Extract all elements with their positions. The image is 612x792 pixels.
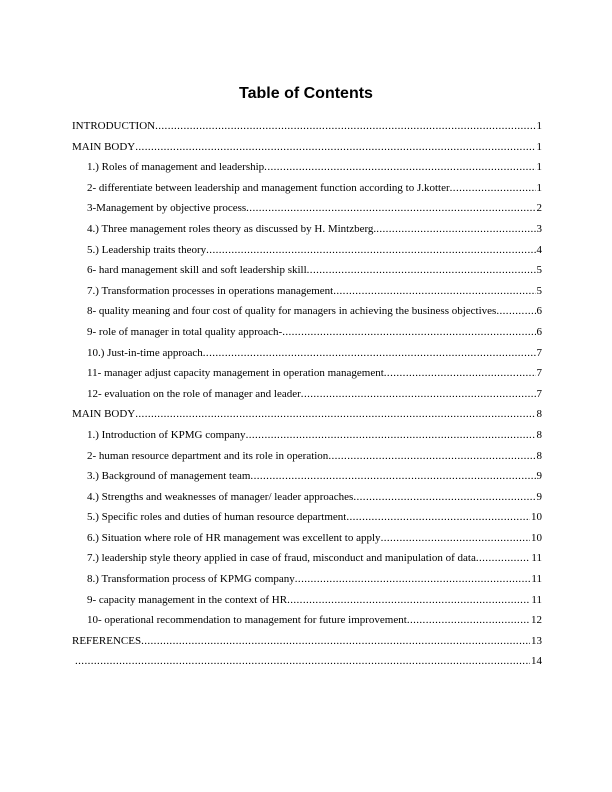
toc-entry-label: 1.) Roles of management and leadership [87, 161, 265, 174]
toc-entry-label: 5.) Leadership traits theory [87, 243, 207, 256]
toc-entry-label: 10- operational recommendation to management for future improvement [87, 614, 407, 627]
toc-page-number: 8 [536, 449, 542, 462]
toc-dot-leader [496, 301, 535, 322]
toc-entry-label: 7.) Transformation processes in operations management [87, 284, 334, 297]
toc-entry-label: INTRODUCTION [72, 120, 156, 132]
toc-entry-label: 6.) Situation where role of HR management was excellent to apply [87, 531, 381, 544]
toc-page-number: 11 [531, 593, 542, 606]
toc-page-number: 1 [536, 120, 542, 132]
toc-page-number: 5 [536, 284, 542, 297]
toc-entry[interactable] [72, 178, 542, 199]
toc-entry[interactable] [72, 569, 542, 590]
toc-page-number: 10 [531, 531, 542, 544]
toc-entry[interactable] [72, 281, 542, 302]
toc-dot-leader [75, 651, 530, 672]
toc-entry-label: 5.) Specific roles and duties of human resource department [87, 511, 347, 524]
toc-dot-leader [353, 487, 535, 508]
toc-page-number: 5 [536, 264, 542, 277]
toc-page-number: 1 [536, 181, 542, 194]
toc-page-number: 11 [531, 552, 542, 565]
toc-page-number: 4 [536, 243, 542, 256]
toc-dot-leader [376, 219, 535, 240]
toc-entry[interactable] [72, 528, 542, 549]
toc-dot-leader [407, 610, 530, 631]
toc-dot-leader [301, 384, 536, 405]
toc-entry[interactable] [72, 507, 542, 528]
toc-dot-leader [384, 363, 536, 384]
toc-entry-label: 4.) Three management roles theory as discussed by H. Mintzberg. [87, 222, 377, 235]
toc-page-number: 7 [536, 367, 542, 380]
toc-entry-label: 1.) Introduction of KPMG company [87, 428, 246, 441]
toc-entry-label: 11- manager adjust capacity management in operation management [87, 367, 384, 380]
toc-entry[interactable] [72, 487, 542, 508]
toc-entry-label: 3.) Background of management team [87, 470, 251, 483]
toc-entry-label: 2- human resource department and its role in operation [87, 449, 329, 462]
toc-entry[interactable] [72, 198, 542, 219]
toc-entry[interactable] [72, 610, 542, 631]
toc-page-number: 8 [536, 428, 542, 441]
toc-dot-leader [381, 528, 530, 549]
toc-entry[interactable] [72, 446, 542, 467]
toc-entry[interactable] [72, 343, 542, 364]
toc-entry[interactable] [72, 548, 542, 569]
toc-dot-leader [250, 466, 535, 487]
toc-dot-leader [295, 569, 531, 590]
toc-dot-leader [282, 322, 535, 343]
toc-dot-leader [135, 404, 535, 425]
toc-page-number: 9 [536, 490, 542, 503]
toc-title: Table of Contents [239, 85, 373, 102]
toc-page-number: 13 [531, 634, 542, 647]
toc-page-number: 1 [536, 140, 542, 153]
toc-page-number: 3 [536, 222, 542, 235]
toc-entry[interactable] [72, 631, 542, 652]
toc-page-number: 8 [536, 408, 542, 421]
toc-dot-leader [450, 178, 536, 199]
toc-entry[interactable] [72, 322, 542, 343]
toc-dot-leader [264, 157, 535, 178]
toc-page-number: 7 [536, 387, 542, 400]
toc-entry[interactable] [72, 240, 542, 261]
toc-dot-leader [135, 137, 535, 158]
toc-dot-leader [328, 446, 535, 467]
toc-page-number: 11 [531, 573, 542, 586]
toc-entry-label: 2- differentiate between leadership and management function according to J.kotter [87, 181, 450, 194]
toc-dot-leader [307, 260, 536, 281]
toc-entry-label: MAIN BODY [72, 408, 136, 421]
toc-entry-label: 12- evaluation on the role of manager and leader [87, 387, 301, 400]
toc-entry[interactable] [72, 466, 542, 487]
toc-entry-label: 8.) Transformation process of KPMG company [87, 573, 295, 586]
toc-dot-leader [246, 425, 536, 446]
toc-entry-label: 7.) leadership style theory applied in case of fraud, misconduct and manipulation of data [87, 552, 476, 565]
toc-dot-leader [333, 281, 535, 302]
toc-entry-label: 3-Management by objective process [87, 202, 247, 215]
toc-dot-leader [287, 590, 530, 611]
toc-entry[interactable] [72, 157, 542, 178]
toc-page-number: 12 [531, 614, 542, 627]
toc-page-number: 1 [536, 161, 542, 174]
toc-dot-leader [246, 198, 535, 219]
toc-page-number: 9 [536, 470, 542, 483]
toc-entry[interactable] [72, 116, 542, 137]
toc-page-number: 6 [536, 305, 542, 318]
toc-entry-label: 8- quality meaning and four cost of quality for managers in achieving the business objectives [87, 305, 497, 318]
toc-entry[interactable] [72, 384, 542, 405]
toc-entry-label: 9- role of manager in total quality approach- [87, 325, 283, 338]
toc-list [72, 116, 542, 672]
toc-entry[interactable] [72, 404, 542, 425]
toc-entry[interactable] [72, 590, 542, 611]
toc-entry-label: MAIN BODY [72, 140, 136, 153]
toc-entry-label: REFERENCES [72, 634, 142, 647]
toc-entry[interactable] [72, 425, 542, 446]
toc-dot-leader [476, 548, 531, 569]
toc-page-number: 2 [536, 202, 542, 215]
toc-entry-label: 9- capacity management in the context of HR [87, 593, 288, 606]
toc-entry[interactable] [72, 651, 542, 672]
toc-page-number: 10 [531, 511, 542, 524]
toc-page-number: 6 [536, 325, 542, 338]
toc-entry[interactable] [72, 260, 542, 281]
toc-entry-label: 4.) Strengths and weaknesses of manager/ leader approaches [87, 490, 354, 503]
toc-dot-leader [346, 507, 530, 528]
toc-entry-label: 6- hard management skill and soft leadership skill [87, 264, 307, 277]
toc-dot-leader [203, 343, 536, 364]
toc-dot-leader [155, 116, 535, 137]
toc-dot-leader [206, 240, 535, 261]
toc-entry[interactable] [72, 219, 542, 240]
toc-entry-label: 10.) Just-in-time approach [87, 346, 203, 359]
toc-dot-leader [141, 631, 530, 652]
toc-entry[interactable] [72, 137, 542, 158]
toc-entry[interactable] [72, 301, 542, 322]
toc-page-number: 7 [536, 346, 542, 359]
toc-entry[interactable] [72, 363, 542, 384]
toc-page-number: 14 [531, 655, 542, 668]
